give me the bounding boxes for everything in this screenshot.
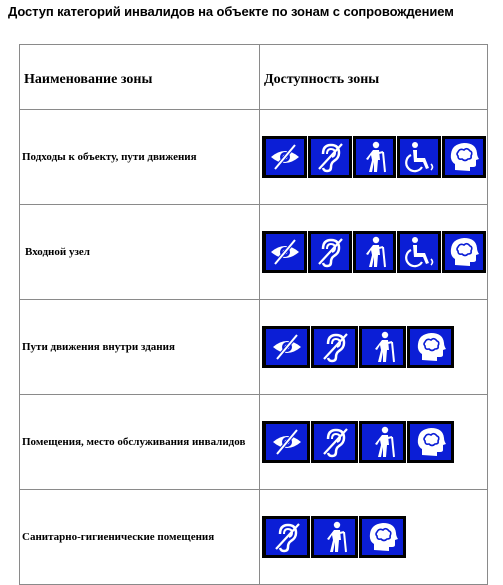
mobility-impaired-icon bbox=[359, 421, 406, 463]
mobility-impaired-icon bbox=[311, 516, 358, 558]
visually-impaired-icon bbox=[262, 421, 310, 463]
mobility-impaired-icon bbox=[359, 326, 406, 368]
table-row bbox=[20, 110, 488, 205]
page-title: Доступ категорий инвалидов на объекте по зонам с сопровождением bbox=[8, 4, 454, 19]
zone-availability bbox=[260, 395, 488, 490]
header-zone-name: Наименование зоны bbox=[20, 45, 260, 110]
table-header-row bbox=[20, 45, 488, 110]
zone-name: Подходы к объекту, пути движения bbox=[20, 110, 260, 205]
zone-availability bbox=[260, 205, 488, 300]
zone-availability bbox=[260, 300, 488, 395]
mental-impaired-icon bbox=[442, 231, 486, 273]
table-row bbox=[20, 205, 488, 300]
wheelchair-icon bbox=[397, 136, 441, 178]
hearing-impaired-icon bbox=[308, 136, 352, 178]
table-row bbox=[20, 490, 488, 585]
mental-impaired-icon bbox=[407, 421, 454, 463]
mental-impaired-icon bbox=[407, 326, 454, 368]
mental-impaired-icon bbox=[359, 516, 406, 558]
zone-name: Санитарно-гигиенические помещения bbox=[20, 490, 260, 585]
wheelchair-icon bbox=[397, 231, 441, 273]
zone-name: Пути движения внутри здания bbox=[20, 300, 260, 395]
visually-impaired-icon bbox=[262, 231, 307, 273]
zone-availability bbox=[260, 110, 488, 205]
zones-table bbox=[19, 44, 488, 585]
visually-impaired-icon bbox=[262, 136, 307, 178]
table-row bbox=[20, 395, 488, 490]
mobility-impaired-icon bbox=[353, 231, 397, 273]
zone-availability bbox=[260, 490, 488, 585]
visually-impaired-icon bbox=[262, 326, 310, 368]
header-zone-availability: Доступность зоны bbox=[260, 45, 488, 110]
hearing-impaired-icon bbox=[311, 326, 358, 368]
zone-name: Входной узел bbox=[20, 205, 260, 300]
table-row bbox=[20, 300, 488, 395]
hearing-impaired-icon bbox=[308, 231, 352, 273]
hearing-impaired-icon bbox=[311, 421, 358, 463]
mobility-impaired-icon bbox=[353, 136, 397, 178]
hearing-impaired-icon bbox=[262, 516, 310, 558]
zone-name: Помещения, место обслуживания инвалидов bbox=[20, 395, 260, 490]
mental-impaired-icon bbox=[442, 136, 486, 178]
